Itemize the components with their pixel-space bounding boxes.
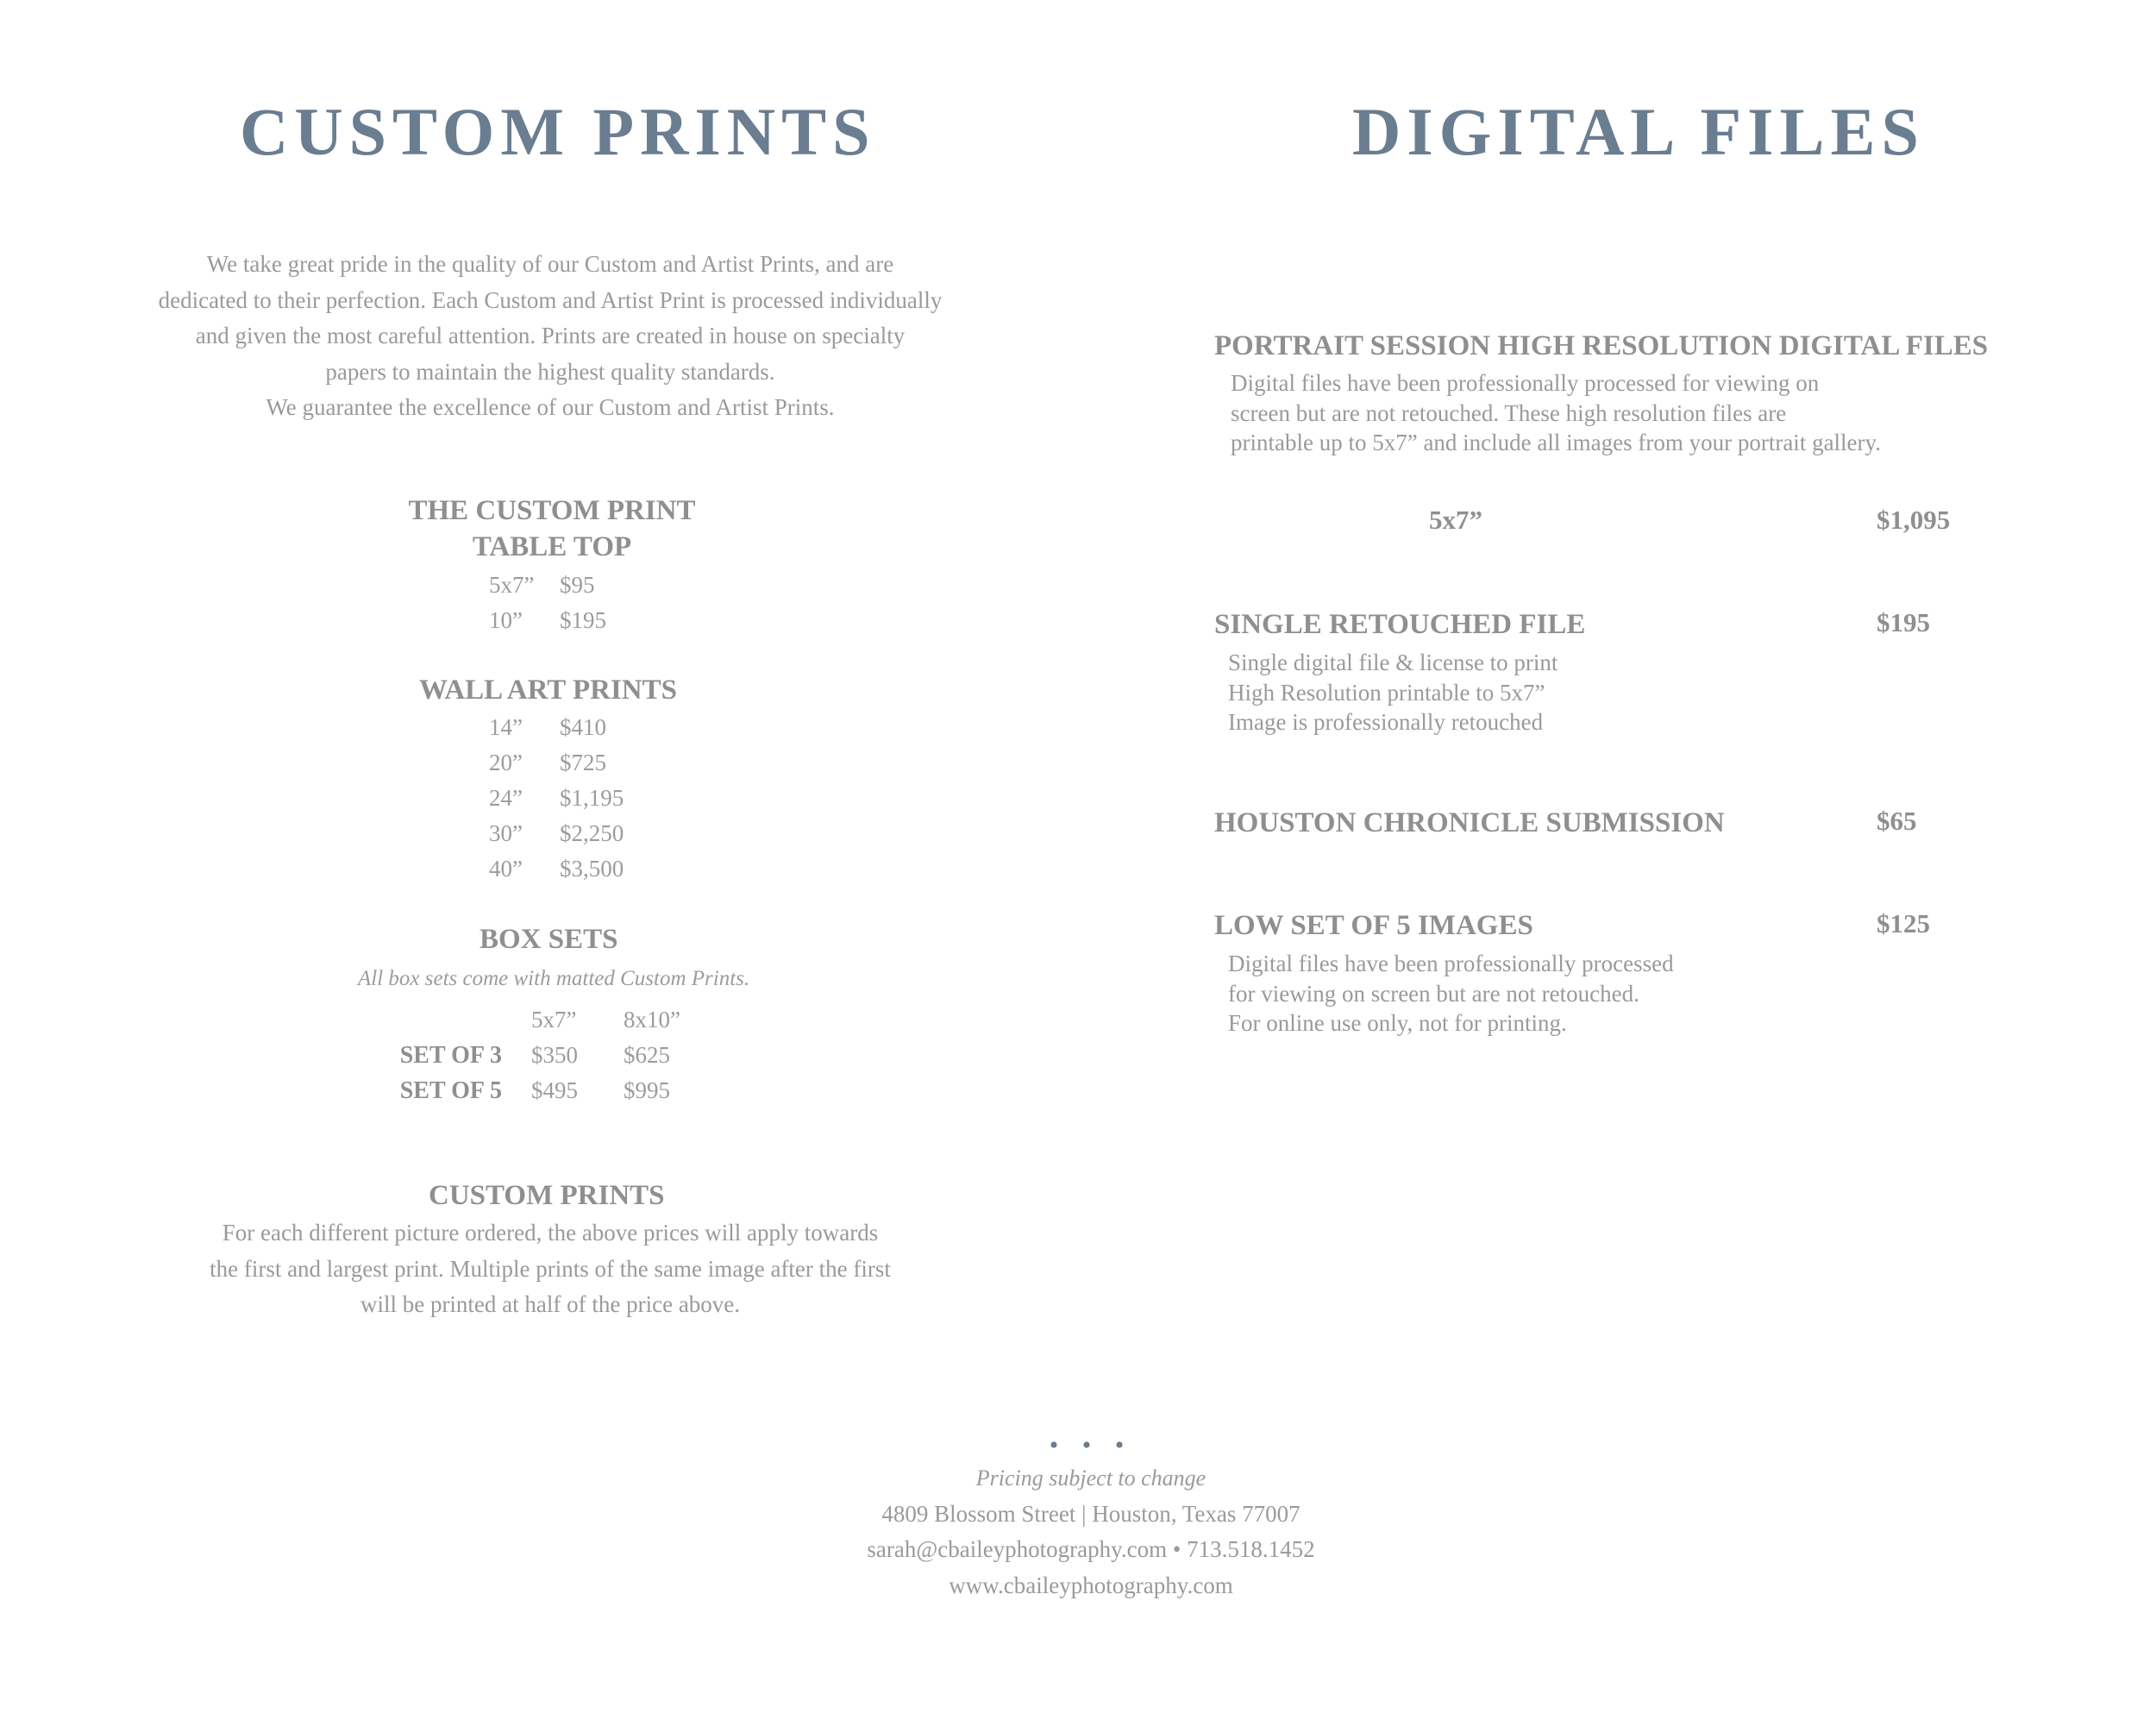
price-row <box>489 603 606 638</box>
portrait-description <box>1231 368 1881 458</box>
intro-line: papers to maintain the highest quality standards. <box>325 358 775 385</box>
wall-art-prices <box>489 710 624 887</box>
custom-prints-intro <box>119 247 981 426</box>
footer-contact[interactable]: sarah@cbaileyphotography.com • 713.518.1452 <box>867 1536 1315 1562</box>
price-row-size: 40” <box>489 856 523 882</box>
portrait-line: printable up to 5x7” and include all images from your portrait gallery. <box>1231 430 1882 455</box>
box-sets-cell: $995 <box>624 1077 670 1103</box>
price-row-price: $95 <box>560 572 595 598</box>
low-set-heading: LOW SET OF 5 IMAGES <box>1214 910 1533 941</box>
box-sets-header-row <box>362 1002 680 1038</box>
price-row-price: $1,195 <box>560 785 624 811</box>
portrait-line: Digital files have been professionally processed for viewing on <box>1231 370 1820 396</box>
custom-prints-title: CUSTOM PRINTS <box>240 94 876 169</box>
box-sets-column-header: 5x7” <box>531 1007 577 1032</box>
price-row-price: $2,250 <box>560 820 624 846</box>
price-row <box>489 710 624 745</box>
wall-art-heading: WALL ART PRINTS <box>419 675 677 706</box>
footer-address: 4809 Blossom Street | Houston, Texas 77007 <box>881 1500 1300 1527</box>
price-row <box>489 568 606 603</box>
box-sets-row-label: SET OF 5 <box>399 1076 502 1104</box>
price-row-size: 5x7” <box>489 572 535 598</box>
price-row-size: 20” <box>489 750 523 775</box>
single-description <box>1228 648 1557 737</box>
price-row <box>489 781 624 816</box>
chronicle-price: $65 <box>1877 806 1917 836</box>
pricing-note: Pricing subject to change <box>975 1466 1206 1491</box>
single-line: Image is professionally retouched <box>1228 709 1544 735</box>
intro-line: dedicated to their perfection. Each Custom and Artist Print is processed individually <box>158 286 943 313</box>
box-sets-column-header: 8x10” <box>624 1007 680 1032</box>
footer <box>703 1431 1479 1604</box>
note-line: will be printed at half of the price above. <box>360 1291 741 1317</box>
low-set-description <box>1228 949 1674 1039</box>
table-top-heading-line2: TABLE TOP <box>472 531 632 562</box>
intro-line: and given the most careful attention. Prints are created in house on specialty <box>195 323 906 348</box>
custom-prints-note-heading: CUSTOM PRINTS <box>429 1180 665 1211</box>
box-sets-corner <box>362 1002 531 1038</box>
box-sets-heading: BOX SETS <box>479 924 618 955</box>
low-set-line: Digital files have been professionally processed <box>1228 951 1674 976</box>
note-line: For each different picture ordered, the above prices will apply towards <box>222 1220 879 1246</box>
box-sets-cell: $350 <box>531 1042 578 1068</box>
single-heading: SINGLE RETOUCHED FILE <box>1214 609 1586 640</box>
intro-line: We guarantee the excellence of our Custom and Artist Prints. <box>266 394 835 420</box>
portrait-size: 5x7” <box>1429 505 1482 535</box>
portrait-heading: PORTRAIT SESSION HIGH RESOLUTION DIGITAL FILES <box>1214 330 1989 361</box>
price-row-size: 10” <box>489 607 523 633</box>
price-row-price: $410 <box>560 714 606 740</box>
digital-files-title: DIGITAL FILES <box>1352 94 1925 169</box>
box-sets-cell: $495 <box>531 1077 578 1103</box>
portrait-price: $1,095 <box>1877 505 1951 535</box>
box-sets-cell: $625 <box>624 1042 670 1068</box>
single-line: Single digital file & license to print <box>1228 650 1558 675</box>
price-row <box>489 745 624 781</box>
footer-dots: • • • <box>1049 1431 1133 1459</box>
chronicle-heading: HOUSTON CHRONICLE SUBMISSION <box>1214 807 1725 838</box>
price-row-size: 24” <box>489 785 523 811</box>
price-row-size: 14” <box>489 714 523 740</box>
box-sets-row <box>362 1073 680 1108</box>
low-set-line: For online use only, not for printing. <box>1228 1010 1567 1036</box>
box-sets-row-label: SET OF 3 <box>399 1041 502 1069</box>
intro-line: We take great pride in the quality of our Custom and Artist Prints, and are <box>206 251 894 277</box>
table-top-section <box>379 493 724 564</box>
price-row-price: $195 <box>560 607 606 633</box>
price-row-size: 30” <box>489 820 523 846</box>
table-top-heading-line1: THE CUSTOM PRINT <box>408 495 696 526</box>
portrait-line: screen but are not retouched. These high resolution files are <box>1231 399 1787 426</box>
box-sets-table <box>362 1002 680 1108</box>
custom-prints-note-text <box>119 1215 981 1323</box>
price-row <box>489 816 624 851</box>
low-set-line: for viewing on screen but are not retouched. <box>1228 980 1639 1007</box>
price-row-price: $725 <box>560 750 606 775</box>
note-line: the first and largest print. Multiple prints of the same image after the first <box>210 1255 891 1282</box>
low-set-price: $125 <box>1877 908 1930 938</box>
price-row <box>489 851 624 887</box>
box-sets-row <box>362 1038 680 1073</box>
box-sets-note: All box sets come with matted Custom Prints. <box>358 967 750 990</box>
single-line: High Resolution printable to 5x7” <box>1228 679 1545 706</box>
price-row-price: $3,500 <box>560 856 624 882</box>
single-price: $195 <box>1877 607 1930 637</box>
footer-website-link[interactable]: www.cbaileyphotography.com <box>949 1572 1233 1598</box>
table-top-prices <box>489 568 606 638</box>
